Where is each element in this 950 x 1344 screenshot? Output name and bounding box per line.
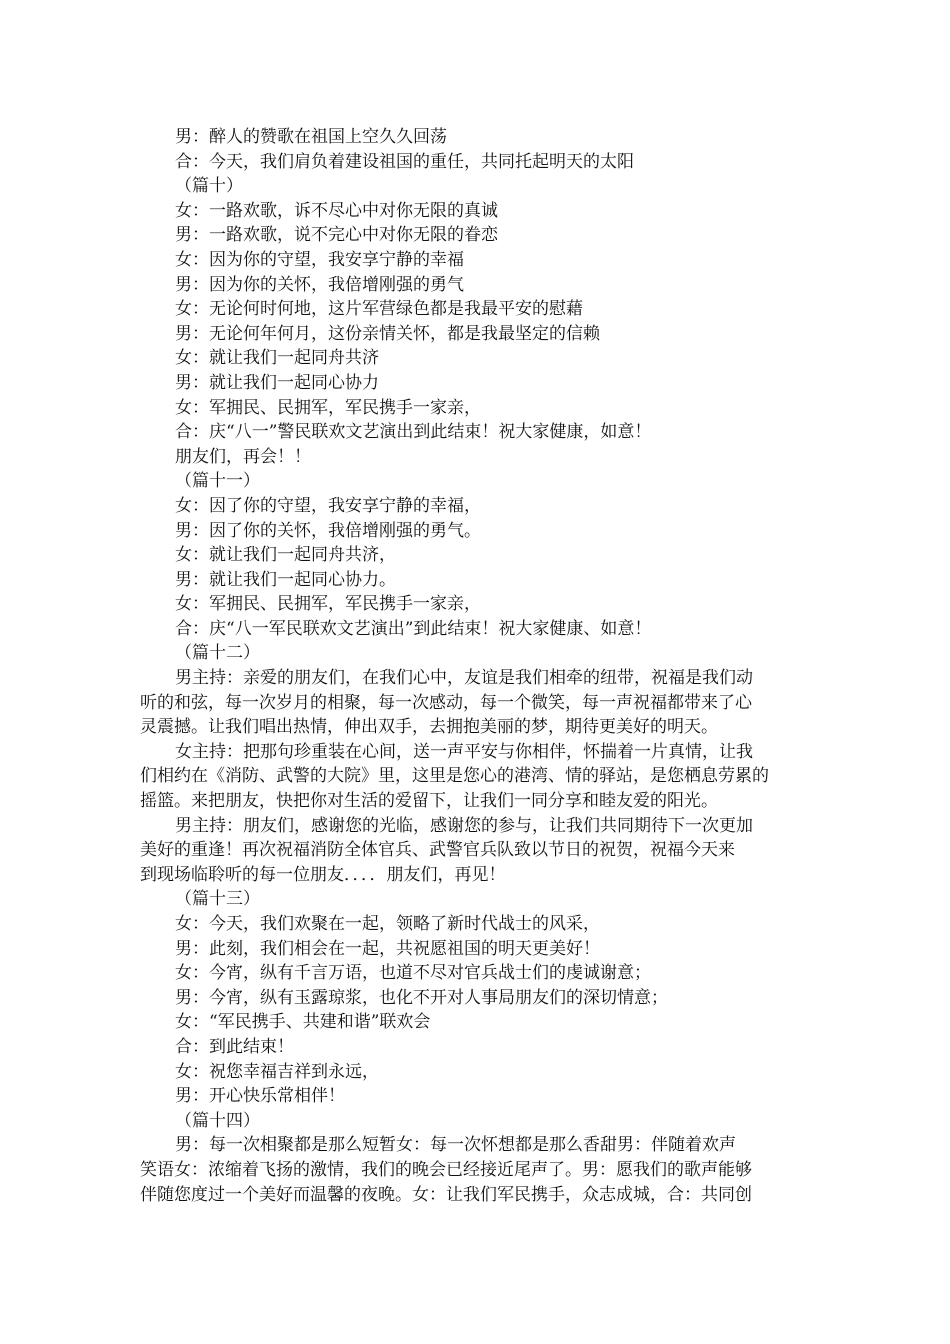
text-line: 合：今天，我们肩负着建设祖国的重任，共同托起明天的太阳 bbox=[175, 151, 634, 172]
paragraph bbox=[140, 666, 810, 740]
text-line: 男：无论何年何月，这份亲情关怀，都是我最坚定的信赖 bbox=[175, 323, 600, 344]
text-line: 男：一路欢歌，说不完心中对你无限的眷恋 bbox=[175, 225, 498, 246]
document-body bbox=[140, 125, 810, 1207]
text-line: 女：军拥民、民拥军，军民携手一家亲， bbox=[175, 397, 481, 418]
text-line: 女：军拥民、民拥军，军民携手一家亲， bbox=[175, 594, 481, 615]
text-line: 男：醉人的赞歌在祖国上空久久回荡 bbox=[175, 127, 447, 147]
text-line: 女：因为你的守望，我安享宁静的幸福 bbox=[175, 249, 464, 270]
text-line: 男：此刻，我们相会在一起，共祝愿祖国的明天更美好！ bbox=[175, 938, 600, 959]
paragraph-line: 男主持：朋友们，感谢您的光临，感谢您的参与，让我们共同期待下一次更加 bbox=[175, 815, 753, 836]
text-line: 女：祝您幸福吉祥到永远， bbox=[175, 1061, 379, 1082]
text-line: 男：开心快乐常相伴！ bbox=[175, 1086, 345, 1107]
text-line: 朋友们，再会！！ bbox=[175, 446, 311, 467]
paragraph-line: 男：每一次相聚都是那么短暂女：每一次怀想都是那么香甜男：伴随着欢声 bbox=[175, 1135, 736, 1156]
text-line: 女：一路欢歌，诉不尽心中对你无限的真诚 bbox=[175, 200, 498, 221]
paragraph-line: 男主持：亲爱的朋友们，在我们心中，友谊是我们相牵的纽带，祝福是我们动 bbox=[175, 668, 753, 689]
text-line: 女：无论何时何地，这片军营绿色都是我最平安的慰藉 bbox=[175, 299, 583, 320]
paragraph bbox=[140, 740, 810, 814]
text-line: 男：因为你的关怀，我倍增刚强的勇气 bbox=[175, 274, 464, 295]
text-line: 男：就让我们一起同心协力 bbox=[175, 372, 379, 393]
paragraph-line: 女主持：把那句珍重装在心间，送一声平安与你相伴，怀揣着一片真情，让我 bbox=[175, 741, 753, 762]
text-line: 女：“军民携手、共建和谐”联欢会 bbox=[175, 1012, 431, 1033]
text-line: 合：庆“八一军民联欢文艺演出”到此结束！祝大家健康、如意！ bbox=[175, 618, 652, 639]
paragraph bbox=[140, 1133, 810, 1207]
section-heading: （篇十三） bbox=[175, 889, 260, 910]
text-line: 男：因了你的关怀，我倍增刚强的勇气。 bbox=[175, 520, 481, 541]
section-heading: （篇十） bbox=[175, 176, 243, 197]
paragraph-line: 们相约在《消防、武警的大院》里，这里是您心的港湾、情的驿站，是您栖息劳累的 bbox=[140, 766, 769, 787]
text-line: 男：就让我们一起同心协力。 bbox=[175, 569, 396, 590]
text-line: 合：到此结束！ bbox=[175, 1036, 294, 1057]
paragraph-line: 伴随您度过一个美好而温馨的夜晚。女：让我们军民携手，众志成城，合：共同创 bbox=[140, 1184, 752, 1205]
paragraph-line: 美好的重逢！再次祝福消防全体官兵、武警官兵队致以节日的祝贺，祝福今天来 bbox=[140, 840, 735, 861]
paragraph bbox=[140, 814, 810, 888]
text-line: 女：因了你的守望，我安享宁静的幸福， bbox=[175, 495, 481, 516]
text-line: 女：就让我们一起同舟共济， bbox=[175, 545, 396, 566]
paragraph-line: 灵震撼。让我们唱出热情，伸出双手，去拥抱美丽的梦，期待更美好的明天。 bbox=[140, 717, 718, 738]
paragraph-line: 听的和弦，每一次岁月的相聚，每一次感动，每一个微笑，每一声祝福都带来了心 bbox=[140, 692, 752, 713]
section-heading: （篇十二） bbox=[175, 643, 260, 664]
text-line: 女：今宵，纵有千言万语，也道不尽对官兵战士们的虔诚谢意； bbox=[175, 963, 651, 984]
text-line: 男：今宵，纵有玉露琼浆，也化不开对人事局朋友们的深切情意； bbox=[175, 987, 668, 1008]
text-line: 女：今天，我们欢聚在一起，领略了新时代战士的风采， bbox=[175, 914, 600, 934]
paragraph-line: 摇篮。来把朋友，快把你对生活的爱留下，让我们一同分享和睦友爱的阳光。 bbox=[140, 791, 718, 812]
section-heading: （篇十一） bbox=[175, 471, 260, 492]
text-line: 女：就让我们一起同舟共济 bbox=[175, 348, 379, 369]
paragraph-line: 到现场临聆听的每一位朋友．．．．朋友们，再见！ bbox=[140, 864, 506, 885]
text-line: 合：庆“八一”警民联欢文艺演出到此结束！祝大家健康，如意！ bbox=[175, 422, 652, 443]
paragraph-line: 笑语女：浓缩着飞扬的激情，我们的晚会已经接近尾声了。男：愿我们的歌声能够 bbox=[140, 1159, 752, 1180]
section-heading: （篇十四） bbox=[175, 1110, 260, 1131]
